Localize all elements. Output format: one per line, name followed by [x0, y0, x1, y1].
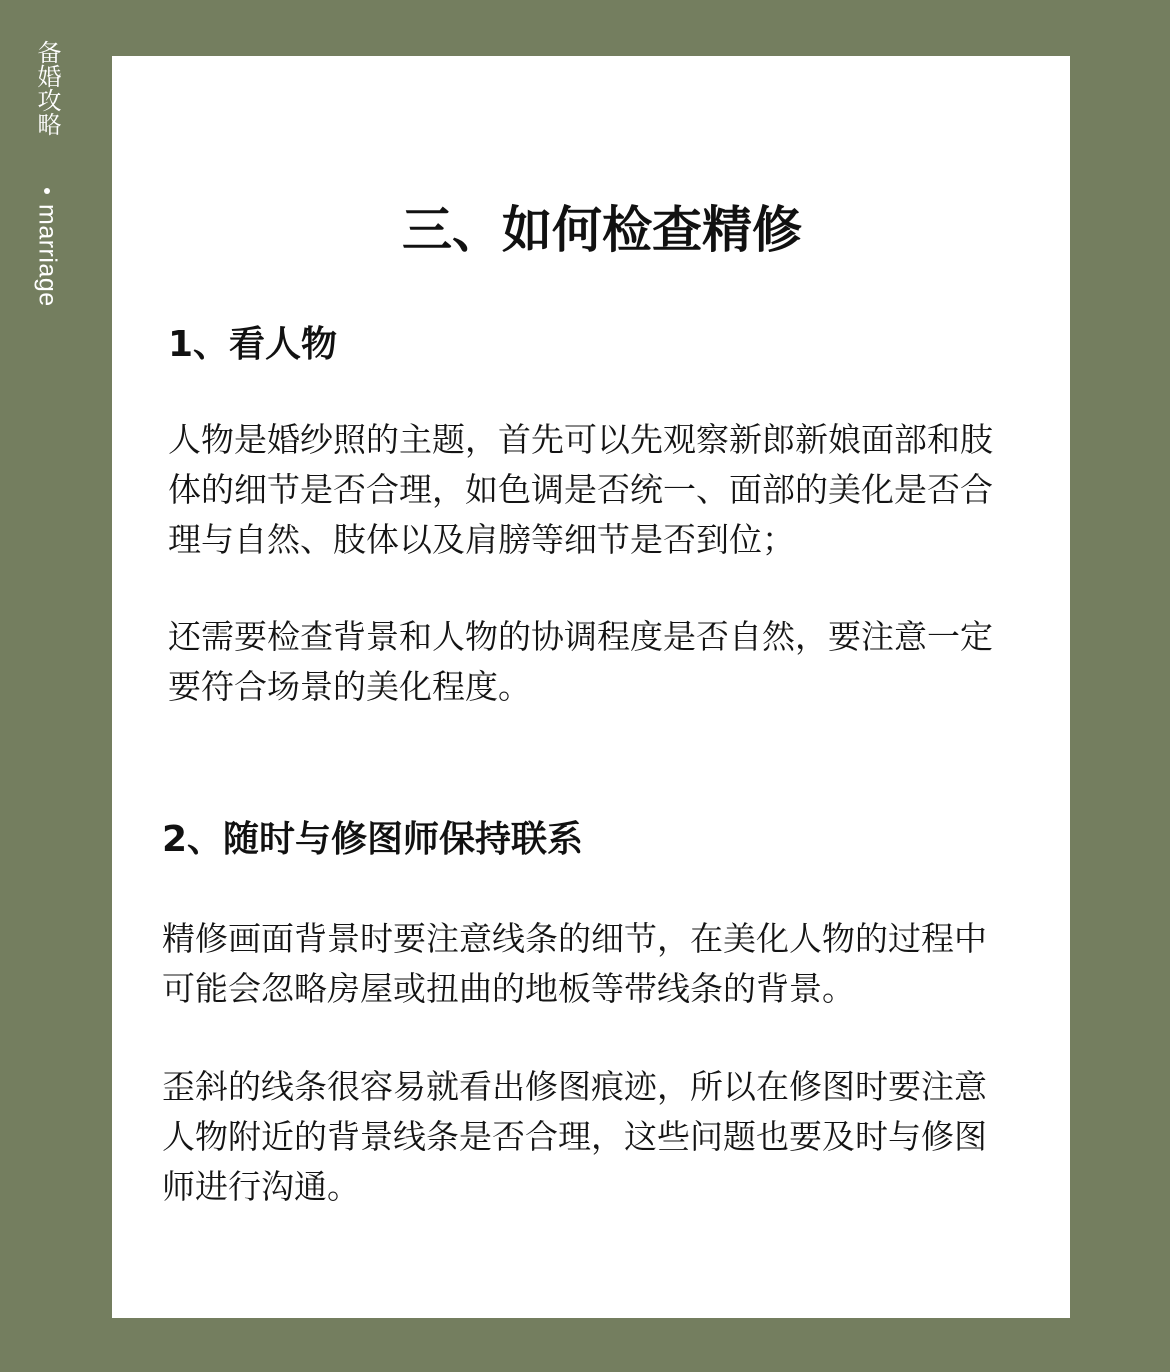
section-1-paragraph-2: 还需要检查背景和人物的协调程度是否自然，要注意一定要符合场景的美化程度。: [168, 617, 993, 706]
section-heading-look-at-people: 1、看人物: [168, 324, 338, 365]
section-heading-contact-retoucher: 2、随时与修图师保持联系: [162, 819, 584, 860]
page-title: 三、如何检查精修: [402, 201, 802, 259]
side-english-label: marriage: [33, 204, 62, 307]
section-1-paragraph-1: 人物是婚纱照的主题，首先可以先观察新郎新娘面部和肢体的细节是否合理，如色调是否统一、面部的美化是否合理与自然、肢体以及肩膀等细节是否到位；: [168, 420, 993, 559]
side-chinese-label: 备婚攻略: [33, 40, 61, 136]
side-dot-separator: [44, 188, 50, 194]
section-2-paragraph-2: 歪斜的线条很容易就看出修图痕迹，所以在修图时要注意人物附近的背景线条是否合理，这些问题也要及时与修图师进行沟通。: [162, 1067, 987, 1206]
section-2-paragraph-1: 精修画面背景时要注意线条的细节，在美化人物的过程中可能会忽略房屋或扭曲的地板等带线条的背景。: [162, 919, 987, 1008]
side-label: [28, 40, 66, 307]
